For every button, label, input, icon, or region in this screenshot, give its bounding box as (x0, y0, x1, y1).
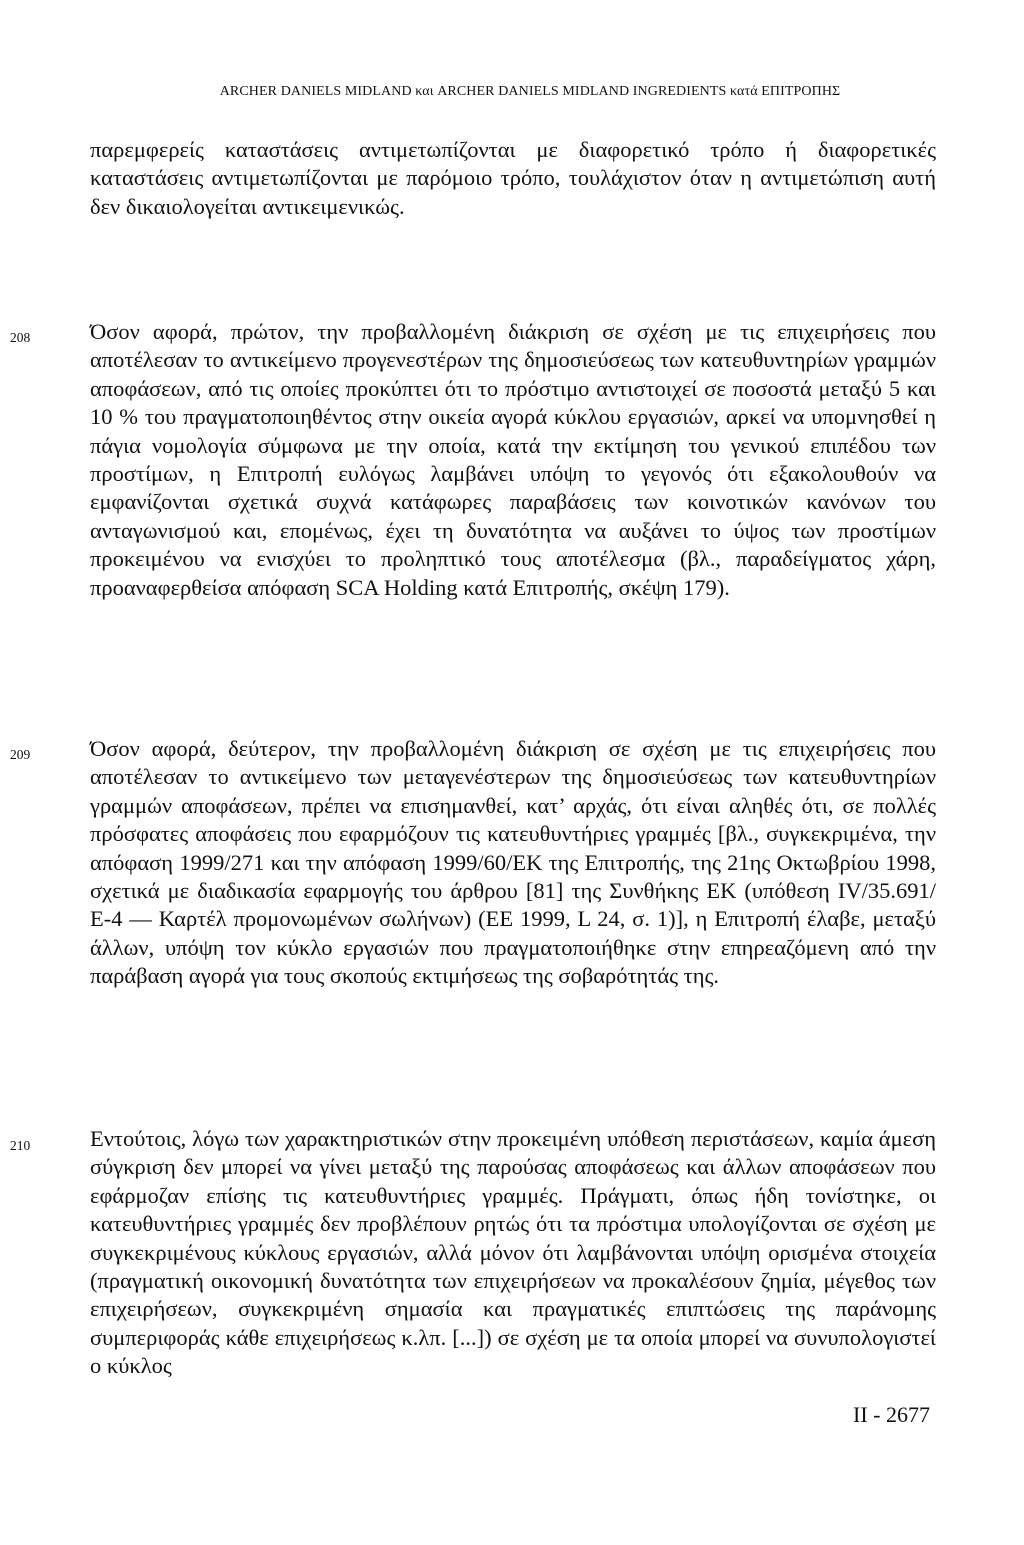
paragraph-number-209: 209 (10, 747, 31, 762)
paragraph-210: Εντούτοις, λόγω των χαρακτηριστικών στην προκειμένη υπόθεση περιστάσεων, καμία άμεση σύγκριση δεν μπορεί να γίνει μεταξύ της παρούσας αποφάσεως και άλλων αποφάσεων που εφάρμοζαν επίσης τις κατευθυντήριες γραμμές. Πράγματι, όπως ήδη τονίστηκε, οι κατευθυντήριες γραμμές δεν προβλέπουν ρητώς ότι τα πρόστιμα υπολογίζονται σε σχέση με συγκεκριμένους κύκλους εργασιών, αλλά μόνον ότι λαμβάνονται υπόψη ορισμένα στοιχεία (πραγματική οικονομική δυνατότητα των επιχειρήσεων να προκαλέσουν ζημία, μέγεθος των επιχειρήσεων, συγκεκριμένη σημασία και πραγματικές επιπτώσεις της παράνομης συμπεριφοράς κάθε επιχειρήσεως κ.λπ. [...]) σε σχέση με τα οποία μπορεί να συνυπολογιστεί ο κύκλος (90, 1126, 936, 1379)
paragraph-number-208: 208 (10, 330, 31, 345)
running-header: ARCHER DANIELS MIDLAND και ARCHER DANIELS MIDLAND INGREDIENTS κατά ΕΠΙΤΡΟΠΗΣ (219, 84, 841, 99)
page-number: II - 2677 (853, 1402, 930, 1427)
paragraph-208: Όσον αφορά, πρώτον, την προβαλλομένη διάκριση σε σχέση με τις επιχειρήσεις που αποτέλεσαν το αντικείμενο προγενεστέρων της δημοσιεύσεως των κατευθυντηρίων γραμμών αποφάσεων, από τις οποίες προκύπτει ότι το πρόστιμο αντιστοιχεί σε ποσοστά μεταξύ 5 και 10 % του πραγματοποιηθέντος στην οικεία αγορά κύκλου εργασιών, αρκεί να υπομνησθεί η πάγια νομολογία σύμφωνα με την οποία, κατά την εκτίμηση του γενικού επιπέδου των προστίμων, η Επιτροπή ευλόγως λαμβάνει υπόψη το γεγονός ότι εξακολουθούν να εμφανίζονται σχετικά συχνά κατάφωρες παραβάσεις των κοινοτικών κανόνων του ανταγωνισμού και, επομένως, έχει τη δυνατότητα να αυξάνει το ύψος των προστίμων προκειμένου να ενισχύει το προληπτικό τους αποτέλεσμα (βλ., παραδείγματος χάρη, προαναφερθείσα απόφαση SCA Holding κατά Επιτροπής, σκέψη 179). (90, 319, 936, 600)
paragraph-209: Όσον αφορά, δεύτερον, την προβαλλομένη διάκριση σε σχέση με τις επιχειρήσεις που αποτέλεσαν το αντικείμενο των μεταγενέστερων της δημοσιεύσεως των κατευθυντηρίων γραμμών αποφάσεων, πρέπει να επισημανθεί, κατ’ αρχάς, ότι είναι αληθές ότι, σε πολλές πρόσφατες αποφάσεις που εφαρμόζουν τις κατευθυντήριες γραμμές [βλ., συγκεκριμένα, την απόφαση 1999/271 και την απόφαση 1999/60/ΕΚ της Επιτροπής, της 21ης Οκτωβρίου 1998, σχετικά με διαδικασία εφαρμογής του άρθρου [81] της Συνθήκης ΕΚ (υπόθεση IV/35.691/Ε-4 — Καρτέλ προμονωμένων σωλήνων) (ΕΕ 1999, L 24, σ. 1)], η Επιτροπή έλαβε, μεταξύ άλλων, υπόψη τον κύκλο εργασιών που πραγματοποιήθηκε στην επηρεαζόμενη από την παράβαση αγορά για τους σκοπούς εκτιμήσεως της σοβαρότητάς της. (90, 736, 936, 989)
paragraph-number-210: 210 (10, 1138, 31, 1153)
paragraph-continuation: παρεμφερείς καταστάσεις αντιμετωπίζονται με διαφορετικό τρόπο ή διαφορετικές καταστάσεις αντιμετωπίζονται με παρόμοιο τρόπο, τουλάχιστον όταν η αντιμετώπιση αυτή δεν δικαιολογείται αντικειμενικώς. (90, 137, 936, 219)
